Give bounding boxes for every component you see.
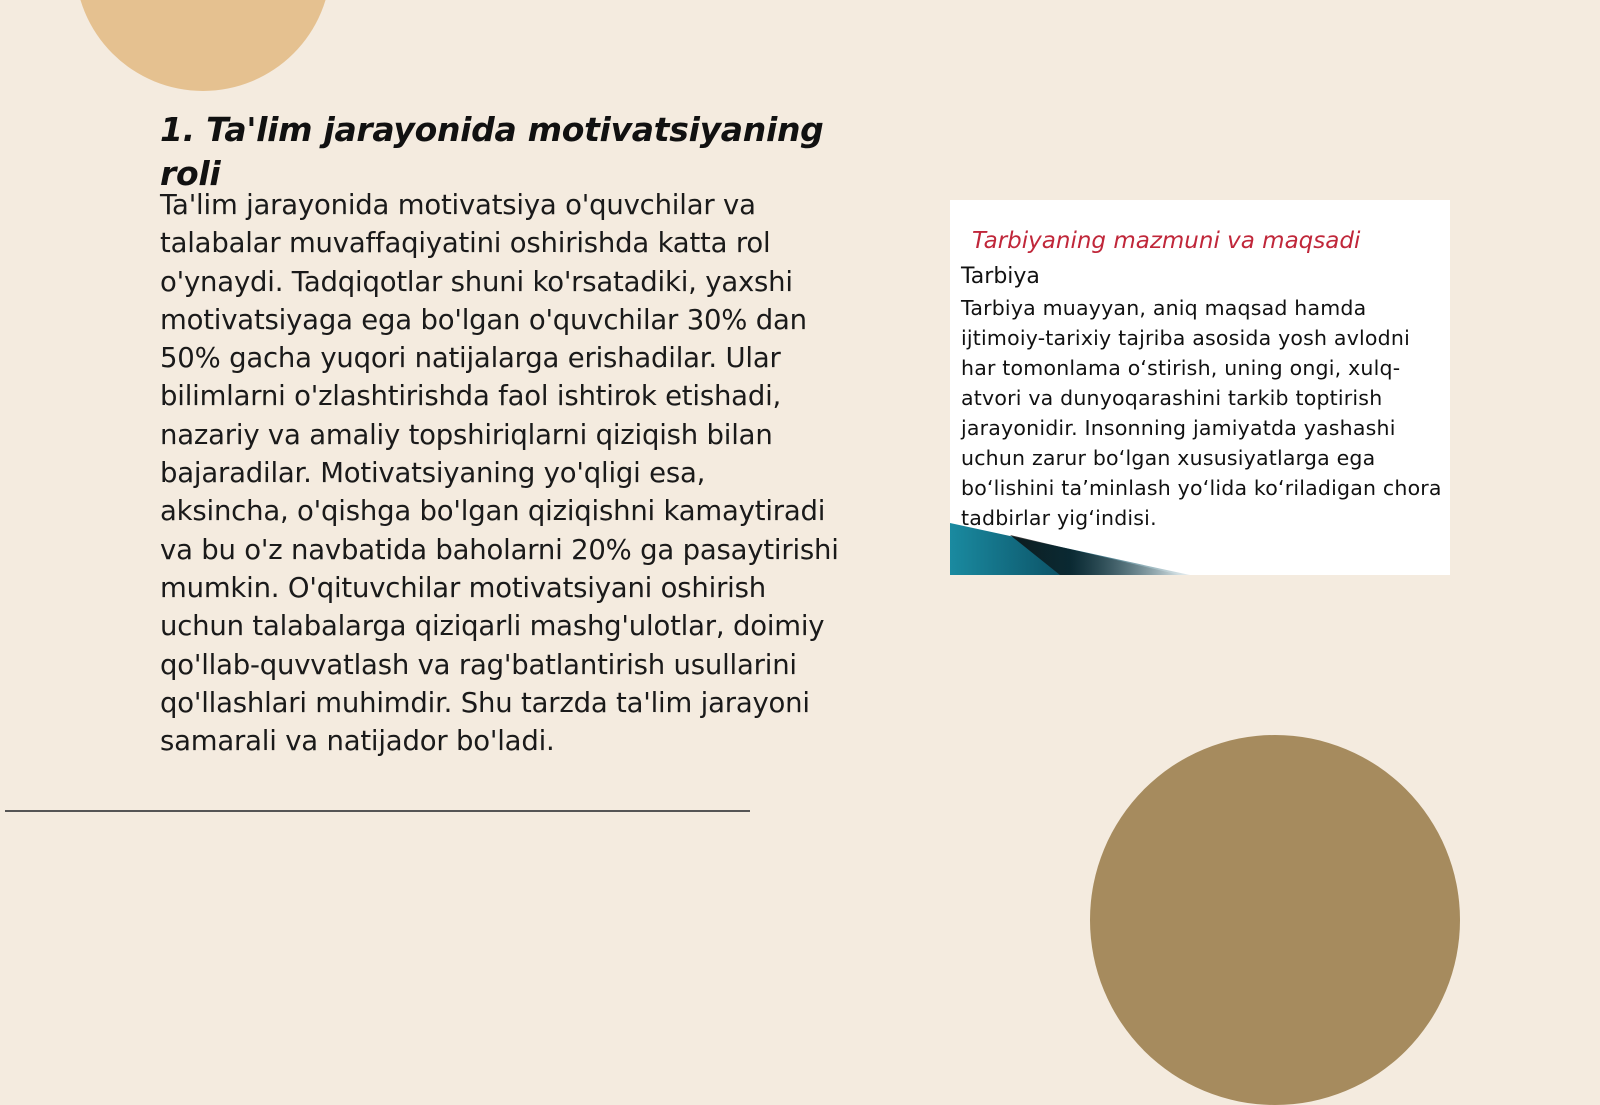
slide-image	[950, 200, 1450, 575]
card-heading: Tarbiyaning mazmuni va maqsadi	[972, 228, 1361, 254]
decorative-circle-bottom	[1090, 735, 1460, 1105]
decorative-circle-top	[75, 0, 331, 91]
slide-body-text: Ta'lim jarayonida motivatsiya o'quvchilar va talabalar muvaffaqiyatini oshirishda katta rol o'ynaydi. Tadqiqotlar shuni ko'rsatadiki, yaxshi motivatsiyaga ega bo'lgan o'quvchilar 30% dan 50% gacha yuqori natijalarga erishadilar. Ular bilimlarni o'zlashtirishda faol ishtirok etishadi, nazariy va amaliy topshiriqlarni qiziqish bilan bajaradilar. Motivatsiyaning yo'qligi esa, aksincha, o'qishga bo'lgan qiziqishni kamaytiradi va bu o'z navbatida baholarni 20% ga pasaytirishi mumkin. O'qituvchilar motivatsiyani oshirish uchun talabalarga qiziqarli mashg'ulotlar, doimiy qo'llab-quvvatlash va rag'batlantirish usullarini qo'llashlari muhimdir. Shu tarzda ta'lim jarayoni samarali va natijador bo'ladi.	[160, 189, 839, 758]
card-subheading: Tarbiya	[961, 264, 1040, 289]
divider-line	[5, 810, 750, 812]
card-text: Tarbiya muayyan, aniq maqsad hamda ijtimoiy-tarixiy tajriba asosida yosh avlodni har tomonlama o‘stirish, uning ongi, xulq-atvori va dunyoqarashini tarkib toptirish jarayonidir. Insonning jamiyatda yashashi uchun zarur bo‘lgan xususiyatlarga ega bo‘lishini ta’minlash yo‘lida ko‘riladigan chora tadbirlar yig‘indisi.	[961, 296, 1442, 530]
slide-title: 1. Ta'lim jarayonida motivatsiyaning roli	[160, 110, 824, 193]
